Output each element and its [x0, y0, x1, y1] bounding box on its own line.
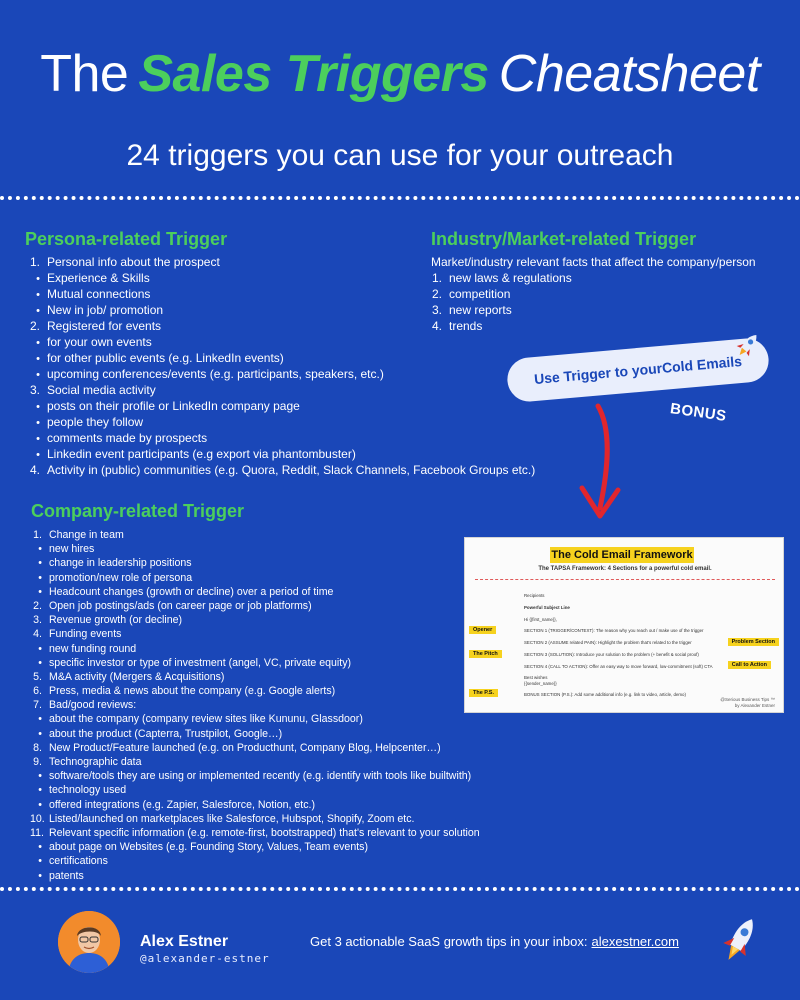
item-text: Technographic data — [49, 756, 142, 768]
page-subtitle: 24 triggers you can use for your outreach — [126, 139, 674, 172]
bullet-item — [30, 712, 480, 726]
bullet-marker: • — [36, 353, 40, 365]
item-text: certifications — [49, 855, 108, 868]
bullet-item — [30, 727, 480, 741]
item-text: for your own events — [47, 335, 152, 349]
item-text: Revenue growth (or decline) — [49, 614, 183, 627]
bullet-item — [30, 869, 480, 883]
bullet-item — [30, 798, 480, 812]
item-text: promotion/new role of persona — [49, 571, 193, 584]
framework-row: {{sender_name}} — [524, 681, 557, 686]
list-number: 4. — [33, 628, 42, 641]
item-text: posts on their profile or LinkedIn company page — [47, 399, 300, 413]
item-text: Funding events — [49, 628, 122, 641]
item-text: Registered for events — [47, 319, 162, 333]
bullet-item — [28, 350, 535, 366]
bullet-marker: • — [36, 417, 40, 429]
numbered-item — [30, 613, 480, 627]
list-number: 2. — [33, 599, 42, 612]
numbered-item — [430, 318, 756, 334]
item-text: competition — [449, 287, 511, 301]
list-number: 10. — [30, 812, 45, 825]
bullet-marker: • — [38, 585, 42, 598]
bullet-marker: • — [38, 798, 42, 811]
industry-lead-text: Market/industry relevant facts that affect the company/person — [431, 255, 756, 269]
framework-row: SECTION 2 (ASSUME related PAIN): Highlight the problem that's related to the trigger — [524, 640, 692, 645]
bullet-marker: • — [38, 656, 42, 669]
author-handle: @alexander-estner — [140, 952, 270, 965]
framework-row: SECTION 3 (SOLUTION): Introduce your solution to the problem (+ benefit & social proof) — [524, 652, 699, 657]
item-text: software/tools they are using or implemented recently (e.g. identify with tools like builtwith) — [49, 770, 472, 783]
tag-opener: Opener — [469, 626, 496, 634]
framework-row: Best wishes — [524, 675, 548, 680]
numbered-item — [430, 286, 756, 302]
bullet-marker: • — [36, 401, 40, 413]
list-number: 3. — [29, 383, 40, 397]
framework-row: Powerful Subject Line — [524, 605, 570, 610]
company-trigger-list — [30, 528, 480, 883]
bonus-badge: BONUS — [669, 400, 728, 425]
item-text: Activity in (public) communities (e.g. Quora, Reddit, Slack Channels, Facebook Groups etc.) — [47, 463, 536, 477]
bonus-pill — [506, 337, 771, 404]
title-suffix: Cheatsheet — [498, 45, 760, 103]
list-number: 3. — [33, 614, 42, 627]
company-section-title: Company-related Trigger — [31, 501, 245, 521]
bullet-item — [30, 656, 480, 670]
industry-section-title: Industry/Market-related Trigger — [431, 229, 697, 249]
bullet-marker: • — [38, 784, 42, 797]
persona-section-title: Persona-related Trigger — [25, 229, 228, 249]
newsletter-cta — [310, 934, 679, 950]
framework-divider — [475, 579, 775, 580]
numbered-item — [30, 755, 480, 769]
item-text: about the company (company review sites like Kununu, Glassdoor) — [49, 713, 363, 726]
numbered-item — [430, 270, 756, 286]
item-text: people they follow — [47, 415, 144, 429]
item-text: new hires — [49, 543, 95, 556]
item-text: technology used — [49, 784, 127, 797]
item-text: upcoming conferences/events (e.g. participants, speakers, etc.) — [47, 367, 384, 381]
item-text: patents — [49, 869, 84, 882]
page-title — [0, 44, 800, 104]
list-number: 6. — [33, 685, 42, 698]
bullet-item — [28, 334, 535, 350]
list-number: 4. — [29, 463, 40, 477]
list-number: 7. — [33, 699, 42, 712]
list-number: 4. — [431, 319, 442, 333]
bullet-item — [28, 446, 535, 462]
bullet-item — [30, 642, 480, 656]
item-text: for other public events (e.g. LinkedIn events) — [47, 351, 284, 365]
bullet-item — [30, 840, 480, 854]
item-text: Social media activity — [47, 383, 156, 397]
rocket-icon — [733, 330, 763, 360]
item-text: Bad/good reviews: — [49, 699, 137, 712]
numbered-item — [28, 462, 535, 478]
bullet-marker: • — [36, 305, 40, 317]
item-text: trends — [449, 319, 483, 333]
tag-call-to-action: Call to Action — [728, 661, 771, 669]
bullet-marker: • — [36, 449, 40, 461]
numbered-item — [30, 741, 480, 755]
bullet-item — [30, 542, 480, 556]
framework-subtitle: The TAPSA Framework: 4 Sections for a powerful cold email. — [538, 566, 712, 572]
list-number: 8. — [33, 741, 42, 754]
bullet-marker: • — [38, 557, 42, 570]
item-text: New in job/ promotion — [47, 303, 164, 317]
list-number: 11. — [30, 826, 44, 839]
framework-row: SECTION 4 (CALL TO ACTION): Offer an easy way to move forward, low-commitment (soft) CTA — [524, 664, 713, 669]
numbered-item — [30, 812, 480, 826]
bullet-marker: • — [36, 433, 40, 445]
tag-ps: The P.S. — [469, 689, 498, 697]
dotted-divider-bottom — [0, 887, 800, 891]
framework-title: The Cold Email Framework — [551, 549, 693, 561]
bullet-marker: • — [38, 727, 42, 740]
bullet-marker: • — [38, 642, 42, 655]
list-number: 3. — [431, 303, 442, 317]
dotted-divider-top — [0, 196, 800, 200]
item-text: Listed/launched on marketplaces like Salesforce, Hubspot, Shopify, Zoom etc. — [49, 812, 415, 825]
cold-email-framework-image — [464, 537, 784, 713]
numbered-item — [30, 698, 480, 712]
item-text: Linkedin event participants (e.g export via phantombuster) — [47, 447, 356, 461]
item-text: Change in team — [49, 529, 124, 541]
bullet-item — [30, 571, 480, 585]
item-text: Relevant specific information (e.g. remote-first, bootstrapped) that's relevant to your solution — [49, 826, 480, 839]
bullet-item — [30, 783, 480, 797]
list-number: 9. — [33, 756, 42, 768]
item-text: Press, media & news about the company (e.g. Google alerts) — [49, 685, 336, 698]
numbered-item — [30, 684, 480, 698]
numbered-item — [30, 528, 480, 542]
avatar-portrait — [58, 911, 120, 973]
item-text: specific investor or type of investment (angel, VC, private equity) — [49, 656, 352, 669]
numbered-item — [30, 670, 480, 684]
bullet-item — [28, 414, 535, 430]
framework-row: SECTION 1 (TRIGGER/CONTEXT): The reason why you reach out / make use of the trigger — [524, 628, 704, 633]
bullet-marker: • — [38, 770, 42, 783]
list-number: 5. — [33, 670, 42, 683]
tag-pitch: The Pitch — [469, 650, 502, 658]
bullet-marker: • — [36, 369, 40, 381]
framework-credit — [720, 697, 775, 708]
framework-row: Hi {{first_name}}, — [524, 617, 557, 622]
item-text: new reports — [449, 303, 512, 317]
list-number: 2. — [29, 319, 40, 333]
website-link[interactable]: alexestner.com — [591, 934, 679, 949]
item-text: M&A activity (Mergers & Acquisitions) — [49, 670, 225, 683]
list-number: 1. — [431, 271, 442, 285]
framework-credit-line: by Alexander Estner — [734, 702, 775, 708]
item-text: Mutual connections — [47, 287, 151, 301]
red-arrow-icon — [560, 400, 670, 530]
item-text: New Product/Feature launched (e.g. on Producthunt, Company Blog, Helpcenter…) — [49, 741, 441, 754]
bullet-item — [30, 556, 480, 570]
bullet-item — [28, 398, 535, 414]
bullet-item — [30, 854, 480, 868]
title-prefix: The — [40, 45, 129, 103]
rocket-icon — [718, 913, 762, 967]
framework-row: Recipients — [524, 593, 545, 598]
numbered-item — [30, 826, 480, 840]
bullet-marker: • — [38, 543, 42, 556]
item-text: new funding round — [49, 642, 137, 655]
title-highlight: Sales Triggers — [138, 45, 489, 103]
item-text: comments made by prospects — [47, 431, 208, 445]
bullet-marker: • — [38, 713, 42, 726]
list-number: 1. — [33, 529, 42, 541]
item-text: new laws & regulations — [449, 271, 572, 285]
bullet-item — [30, 585, 480, 599]
bullet-item — [28, 366, 535, 382]
list-number: 2. — [431, 287, 442, 301]
bullet-item — [30, 769, 480, 783]
bullet-marker: • — [38, 571, 42, 584]
industry-trigger-list — [431, 254, 756, 334]
bullet-marker: • — [36, 273, 40, 285]
item-text: Personal info about the prospect — [47, 255, 220, 269]
numbered-item — [430, 302, 756, 318]
author-name: Alex Estner — [140, 933, 229, 950]
bullet-marker: • — [38, 869, 42, 882]
framework-row: BONUS SECTION (P.S.): Add some additional info (e.g. link to video, article, demo) — [524, 692, 686, 697]
item-text: Headcount changes (growth or decline) over a period of time — [49, 585, 334, 598]
item-text: Experience & Skills — [47, 271, 150, 285]
newsletter-cta-text: Get 3 actionable SaaS growth tips in your inbox: — [310, 934, 588, 949]
tag-problem-section: Problem Section — [728, 638, 779, 646]
item-text: Open job postings/ads (on career page or job platforms) — [49, 599, 312, 612]
numbered-item — [28, 382, 535, 398]
bonus-pill-label: Use Trigger to yourCold Emails — [533, 352, 743, 388]
avatar — [58, 911, 120, 973]
numbered-item — [30, 627, 480, 641]
bullet-marker: • — [36, 337, 40, 349]
item-text: about the product (Capterra, Trustpilot, Google…) — [49, 727, 283, 740]
framework-credit-line: @Serious Business Tips ™ — [720, 697, 775, 702]
list-number: 1. — [29, 255, 40, 269]
item-text: change in leadership positions — [49, 557, 192, 570]
bullet-marker: • — [38, 841, 42, 854]
bullet-marker: • — [36, 289, 40, 301]
numbered-item — [30, 599, 480, 613]
item-text: offered integrations (e.g. Zapier, Salesforce, Notion, etc.) — [49, 798, 315, 811]
bullet-marker: • — [38, 855, 42, 868]
bullet-item — [28, 430, 535, 446]
item-text: about page on Websites (e.g. Founding Story, Values, Team events) — [49, 841, 368, 854]
